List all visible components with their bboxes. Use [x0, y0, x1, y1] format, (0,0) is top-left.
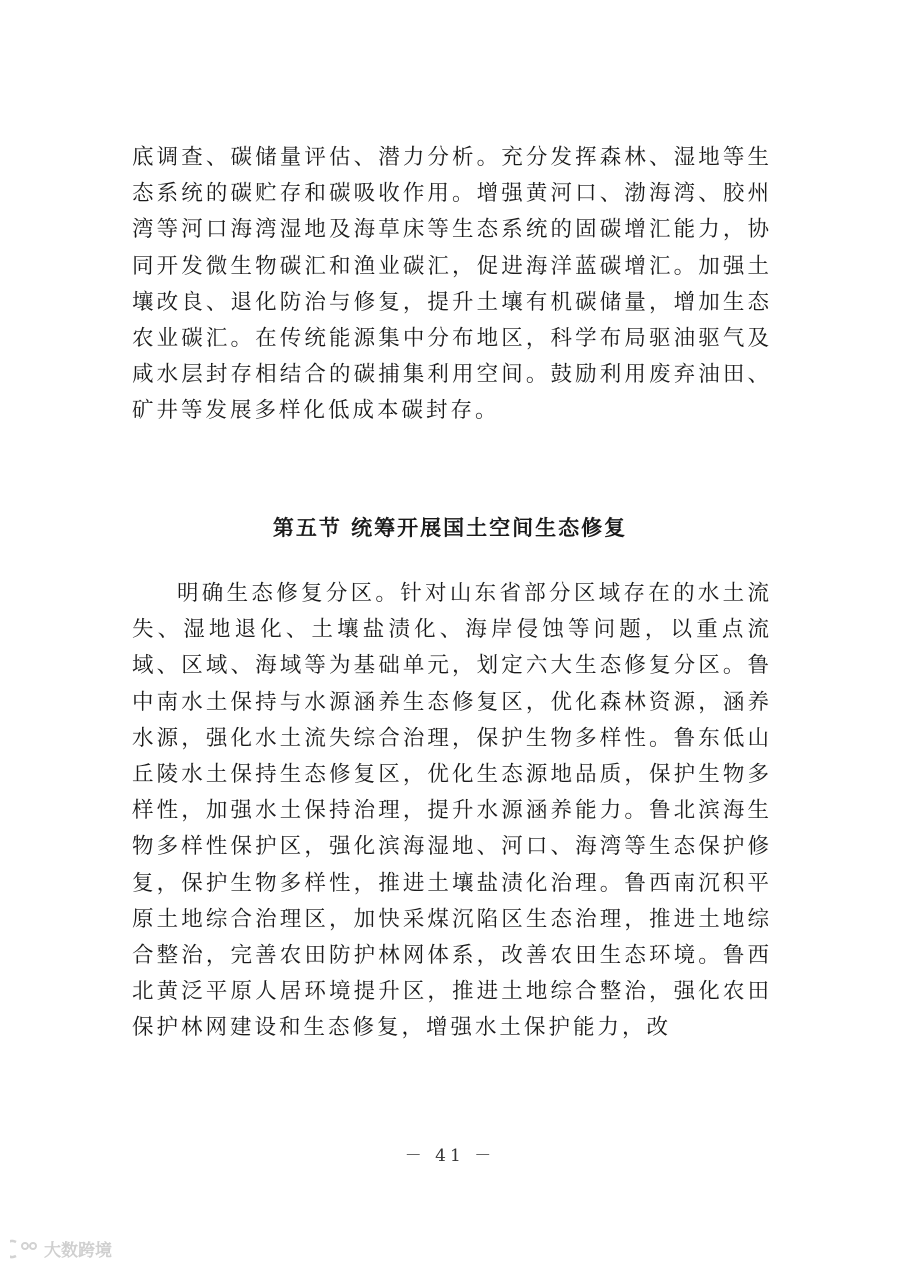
body-paragraph: 底调查、碳储量评估、潜力分析。充分发挥森林、湿地等生态系统的碳贮存和碳吸收作用。增强黄河口、渤海湾、胶州湾等河口海湾湿地及海草床等生态系统的固碳增汇能力，协同开发微生物碳汇和渔业碳汇，促进海洋蓝碳增汇。加强土壤改良、退化防治与修复，提升土壤有机碳储量，增加生态农业碳汇。在传统能源集中分布地区，科学布局驱油驱气及咸水层封存相结合的碳捕集利用空间。鼓励利用废弃油田、矿井等发展多样化低成本碳封存。: [132, 145, 772, 424]
watermark: [10, 1236, 112, 1261]
watermark-text: 大数跨境: [44, 1241, 112, 1261]
brand-logo-icon: [10, 1238, 40, 1260]
page-number: － 41 －: [404, 1146, 496, 1166]
section-heading: 第五节 统筹开展国土空间生态修复: [272, 516, 628, 540]
body-paragraph: 明确生态修复分区。针对山东省部分区域存在的水土流失、湿地退化、土壤盐渍化、海岸侵蚀等问题，以重点流域、区域、海域等为基础单元，划定六大生态修复分区。鲁中南水土保持与水源涵养生态修复区，优化森林资源，涵养水源，强化水土流失综合治理，保护生物多样性。鲁东低山丘陵水土保持生态修复区，优化生态源地品质，保护生物多样性，加强水土保持治理，提升水源涵养能力。鲁北滨海生物多样性保护区，强化滨海湿地、河口、海湾等生态保护修复，保护生物多样性，推进土壤盐渍化治理。鲁西南沉积平原土地综合治理区，加快采煤沉陷区生态治理，推进土地综合整治，完善农田防护林网体系，改善农田生态环境。鲁西北黄泛平原人居环境提升区，推进土地综合整治，强化农田保护林网建设和生态修复，增强水土保护能力，改: [132, 581, 772, 1041]
